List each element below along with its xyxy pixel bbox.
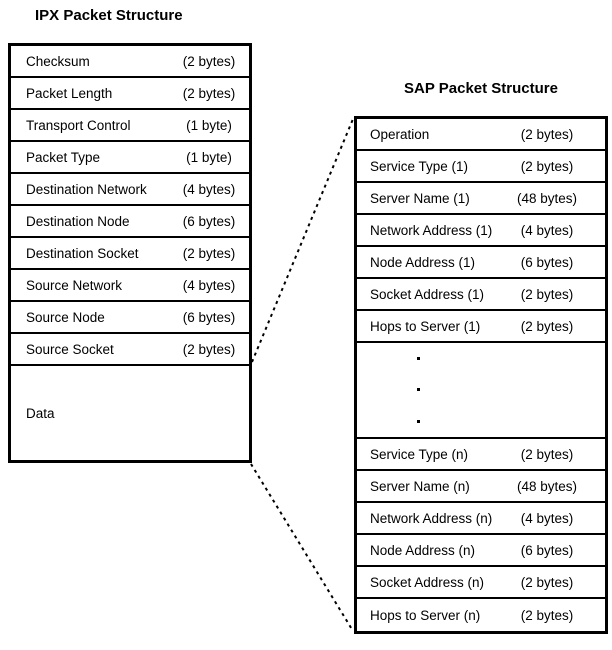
field-label: Transport Control [26,117,131,133]
field-size: (2 bytes) [182,341,236,357]
field-size: (2 bytes) [520,286,574,302]
field-size: (4 bytes) [182,181,236,197]
field-size: (2 bytes) [520,158,574,174]
ipx-field-row [11,334,249,366]
field-size: (4 bytes) [520,222,574,238]
field-label: Network Address (n) [370,510,493,526]
field-size: (1 byte) [186,117,232,133]
field-size: (2 bytes) [182,245,236,261]
sap-rows-nth-entry [357,439,605,631]
field-size: (2 bytes) [520,318,574,334]
sap-field-row [357,439,605,471]
sap-field-row [357,215,605,247]
sap-field-row [357,471,605,503]
ipx-title: IPX Packet Structure [35,7,183,24]
connector-dashed-bottom [251,464,353,631]
field-size: (2 bytes) [182,85,236,101]
sap-rows-first-entry [357,119,605,343]
ipx-table [8,43,252,463]
ipx-field-row [11,238,249,270]
connector-dashed-top [252,119,353,362]
field-label: Destination Socket [26,245,139,261]
field-label: Server Name (1) [370,190,470,206]
field-label: Socket Address (1) [370,286,485,302]
ellipsis-dot [417,420,420,423]
sap-field-row [357,503,605,535]
sap-field-row [357,119,605,151]
field-size: (4 bytes) [182,277,236,293]
sap-title: SAP Packet Structure [404,80,558,97]
sap-field-row [357,599,605,631]
field-size: (2 bytes) [520,446,574,462]
ipx-field-row [11,366,249,460]
field-size: (2 bytes) [520,607,574,623]
field-label: Packet Type [26,149,101,165]
sap-field-row [357,535,605,567]
sap-table [354,116,608,634]
field-size: (2 bytes) [520,574,574,590]
field-label: Source Node [26,309,105,325]
field-size: (48 bytes) [516,190,578,206]
field-label: Hops to Server (1) [370,318,481,334]
field-label: Socket Address (n) [370,574,485,590]
sap-field-row [357,183,605,215]
field-label: Network Address (1) [370,222,493,238]
field-label: Source Socket [26,341,114,357]
field-size: (1 byte) [186,149,232,165]
field-size: (6 bytes) [182,309,236,325]
field-label: Data [26,405,55,421]
ipx-field-row [11,78,249,110]
field-label: Service Type (n) [370,446,469,462]
sap-field-row [357,567,605,599]
sap-field-row [357,279,605,311]
field-size: (2 bytes) [520,126,574,142]
ellipsis-dot [417,357,420,360]
repeat-ellipsis [357,343,605,439]
ipx-field-row [11,142,249,174]
field-label: Destination Node [26,213,130,229]
field-label: Packet Length [26,85,113,101]
sap-field-row [357,311,605,343]
ipx-field-row [11,270,249,302]
sap-field-row [357,247,605,279]
field-label: Hops to Server (n) [370,607,481,623]
ipx-field-row [11,110,249,142]
field-label: Destination Network [26,181,147,197]
field-size: (6 bytes) [520,254,574,270]
field-size: (4 bytes) [520,510,574,526]
ipx-field-row [11,302,249,334]
field-label: Node Address (n) [370,542,476,558]
field-label: Checksum [26,53,90,69]
field-label: Node Address (1) [370,254,476,270]
field-size: (48 bytes) [516,478,578,494]
field-label: Server Name (n) [370,478,470,494]
sap-field-row [357,151,605,183]
ellipsis-dot [417,388,420,391]
field-size: (6 bytes) [182,213,236,229]
ipx-field-row [11,206,249,238]
field-label: Operation [370,126,430,142]
ipx-field-row [11,174,249,206]
ipx-field-row [11,46,249,78]
field-size: (6 bytes) [520,542,574,558]
field-label: Service Type (1) [370,158,469,174]
field-label: Source Network [26,277,123,293]
field-size: (2 bytes) [182,53,236,69]
